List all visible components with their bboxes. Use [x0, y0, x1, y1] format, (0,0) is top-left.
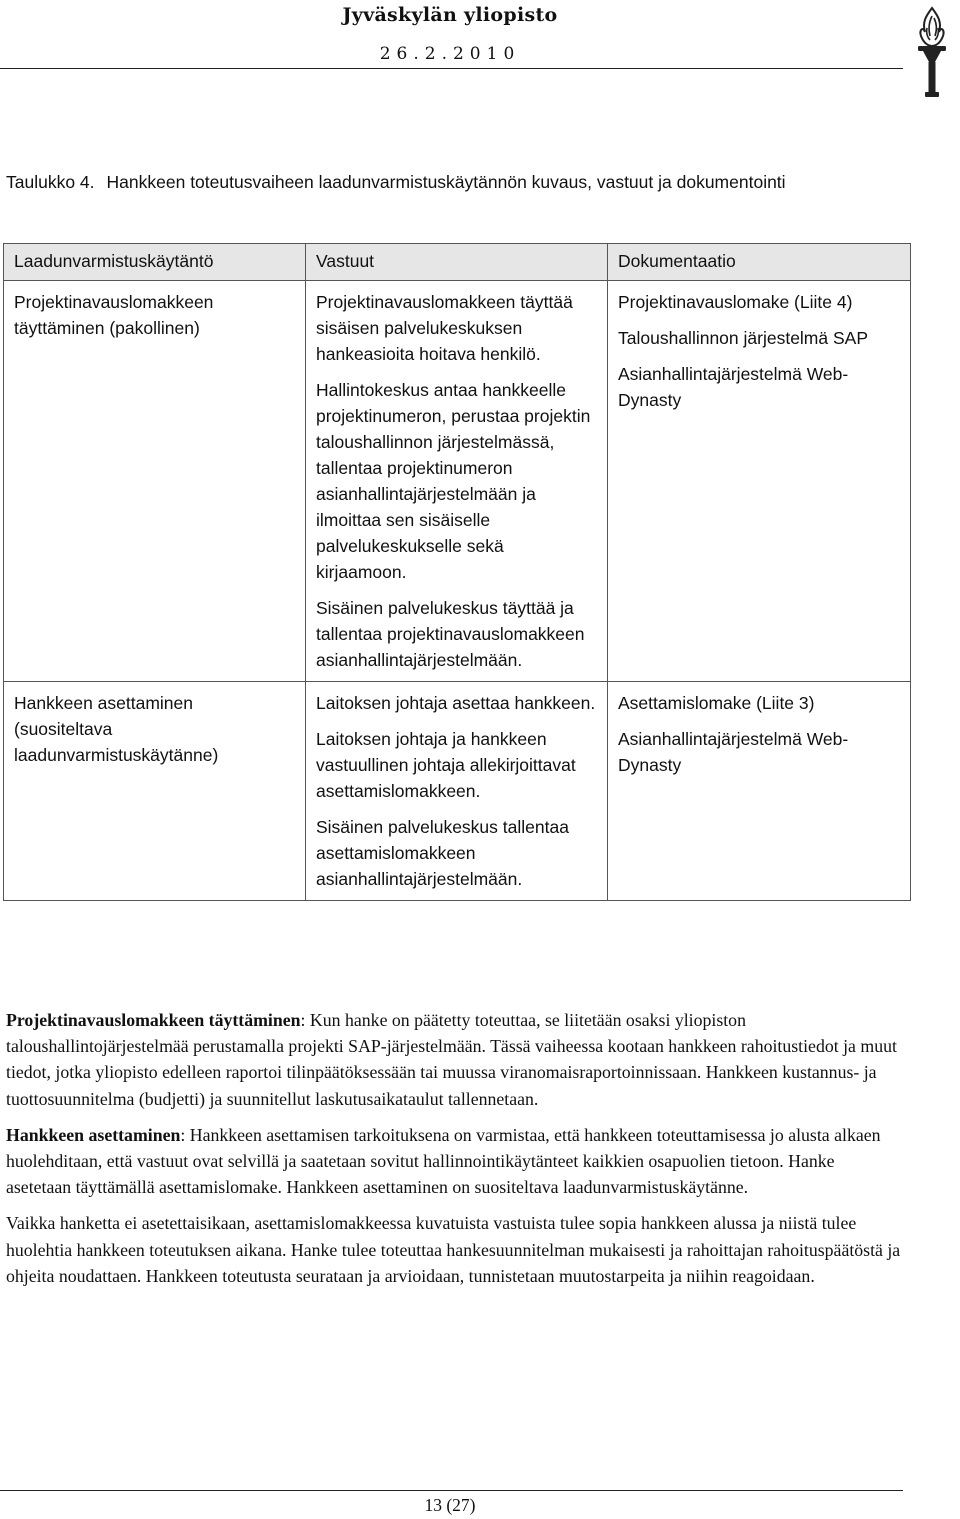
caption-label: Taulukko 4. — [6, 172, 95, 192]
documentation-item: Taloushallinnon järjestelmä SAP — [618, 328, 868, 348]
header-divider — [0, 68, 903, 69]
header-practice: Laadunvarmistuskäytäntö — [4, 244, 306, 281]
table-caption — [6, 169, 906, 195]
header-documentation: Dokumentaatio — [608, 244, 911, 281]
responsibility-item: Sisäinen palvelukeskus täyttää ja tallentaa projektinavauslomakkeen asianhallintajärjestelmään. — [316, 598, 585, 670]
paragraph-text: : Hankkeen asettamisen tarkoituksena on varmistaa, että hankkeen toteuttamisessa jo alusta alkaen huolehditaan, että vastuut ovat selvillä ja saatetaan sovitut hallinnointikäytänteet kaikkien osapuolien tietoon. Hanke asetetaan täyttämällä asettamislomake. Hankkeen asettaminen on suositeltava laadunvarmistuskäytänne. — [6, 1124, 881, 1198]
table-row — [4, 281, 911, 682]
documentation-item: Projektinavauslomake (Liite 4) — [618, 292, 853, 312]
university-name: Jyväskylän yliopisto — [342, 4, 558, 26]
responsibilities-cell — [306, 682, 608, 901]
caption-text: Hankkeen toteutusvaiheen laadunvarmistuskäytännön kuvaus, vastuut ja dokumentointi — [106, 172, 786, 192]
paragraph-project-setting — [6, 1122, 904, 1201]
table-header-row — [4, 244, 911, 281]
term-project-opening: Projektinavauslomakkeen täyttäminen — [6, 1010, 301, 1030]
responsibilities-cell — [306, 281, 608, 682]
torch-logo-icon — [912, 4, 952, 100]
documentation-item: Asettamislomake (Liite 3) — [618, 693, 815, 713]
responsibility-item: Laitoksen johtaja ja hankkeen vastuullinen johtaja allekirjoittavat asettamislomakkeen. — [316, 729, 576, 801]
paragraph-text: : Kun hanke on päätetty toteuttaa, se liitetään osaksi yliopiston taloushallintojärjestelmää perustamalla projekti SAP-järjestelmään. Tässä vaiheessa kootaan hankkeen rahoitustiedot ja muut tiedot, jotka yliopisto edelleen raportoi tilinpäätöksessään tai muussa viranomaisraportoinnissaan. Hankkeen kustannus- ja tuottosuunnitelma (budjetti) ja suunnitellut laskutusaikataulut tallennetaan. — [6, 1010, 897, 1109]
documentation-cell — [608, 682, 911, 901]
practice-text: Hankkeen asettaminen (suositeltava laadunvarmistuskäytänne) — [14, 693, 219, 765]
documentation-item: Asianhallintajärjestelmä Web-Dynasty — [618, 729, 849, 775]
responsibility-item: Hallintokeskus antaa hankkeelle projektinumeron, perustaa projektin taloushallinnon järjestelmässä, tallentaa projektinumeron asianhallintajärjestelmään ja ilmoittaa sen sisäiselle palvelukeskukselle sekä kirjaamoon. — [316, 380, 591, 582]
footer-divider — [0, 1490, 903, 1491]
table-row — [4, 682, 911, 901]
practice-text: Projektinavauslomakkeen täyttäminen (pakollinen) — [14, 292, 214, 338]
responsibility-item: Projektinavauslomakkeen täyttää sisäisen palvelukeskuksen hankeasioita hoitava henkilö. — [316, 292, 573, 364]
term-project-setting: Hankkeen asettaminen — [6, 1124, 181, 1145]
quality-practice-table — [3, 243, 911, 901]
body-text — [6, 1007, 904, 1299]
responsibility-item: Laitoksen johtaja asettaa hankkeen. — [316, 693, 596, 713]
document-date: 26.2.2010 — [379, 44, 521, 64]
practice-cell — [4, 281, 306, 682]
documentation-item: Asianhallintajärjestelmä Web-Dynasty — [618, 364, 849, 410]
page-number: 13 (27) — [424, 1495, 476, 1515]
documentation-cell — [608, 281, 911, 682]
paragraph-project-opening — [6, 1007, 904, 1112]
paragraph-responsibilities: Vaikka hanketta ei asetettaisikaan, asettamislomakkeessa kuvatuista vastuista tulee sopia hankkeen alussa ja niistä tulee huolehtia hankkeen toteutuksen aikana. Hanke tulee toteuttaa hankesuunnitelman mukaisesti ja rahoittajan rahoituspäätöstä ja ohjeita noudattaen. Hankkeen toteutusta seurataan ja arvioidaan, tunnistetaan muutostarpeita ja niihin reagoidaan. — [6, 1213, 901, 1286]
header-responsibilities: Vastuut — [306, 244, 608, 281]
practice-cell — [4, 682, 306, 901]
responsibility-item: Sisäinen palvelukeskus tallentaa asettamislomakkeen asianhallintajärjestelmään. — [316, 817, 569, 889]
